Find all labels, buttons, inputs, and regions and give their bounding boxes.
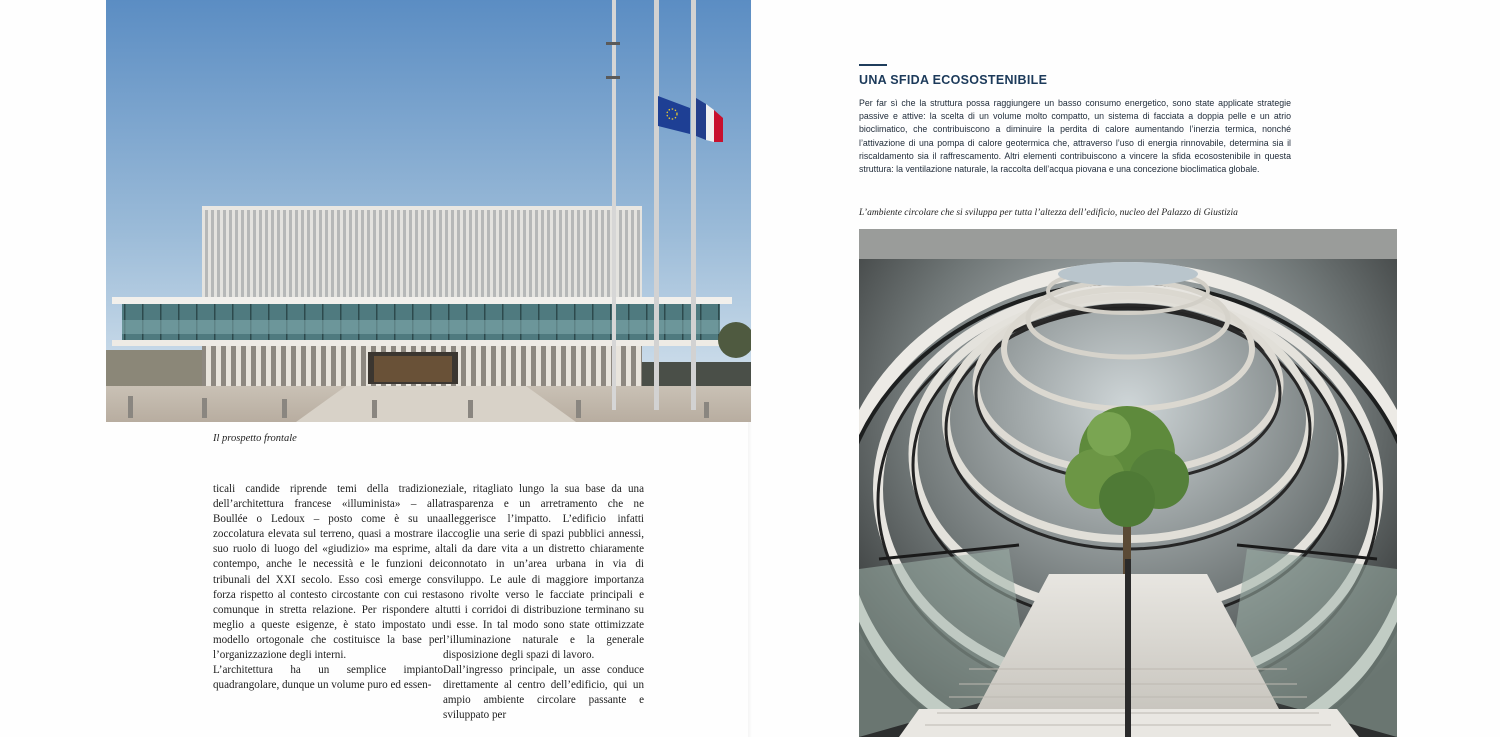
front-facade-photo bbox=[106, 0, 751, 422]
section-heading: UNA SFIDA ECOSOSTENIBILE bbox=[859, 73, 1048, 87]
body-paragraph: Dall’ingresso principale, un asse conduce direttamente al centro dell’edificio, qui un ampio ambiente circolare passante e sviluppato per bbox=[443, 664, 644, 722]
body-column-2 bbox=[443, 482, 644, 724]
sidebar-paragraph: Per far sì che la struttura possa raggiungere un basso consumo energetico, sono state applicate strategie passive e attive: la scelta di un volume molto compatto, un sistema di facciata a doppia pelle e un atrio bioclimatico, che contribuiscono a diminuire la perdita di calore aumentando l’inerzia termica, nonché l’attivazione di una pompa di calore geotermica che, attraverso l’uso di energia rinnovabile, determina sia il riscaldamento sia il raffrescamento. Altri elementi contribuiscono a vincere la sfida ecosostenibile in questa struttura: la ventilazione naturale, la raccolta dell’acqua piovana e una concezione bioclimatica globale. bbox=[859, 98, 1291, 175]
body-paragraph: ticali candide riprende temi della tradizione dell’architettura francese «illuminista» – alla Boullée o Ledoux – posto come è su una zoccolatura elevata sul terreno, quasi a mostrare il suo ruolo di luogo del «giudizio» ma esprime, al contempo, anche le necessità e le funzioni dei tribunali del XXI secolo. Esso così emerge con forza rispetto al contesto circostante con cui resta comunque in stretta relazione. Per rispondere al meglio a queste esigenze, è stato impostato un modello ortogonale che costituisce la base per l’organizzazione degli interni. bbox=[213, 483, 443, 662]
heading-rule bbox=[859, 64, 887, 66]
front-photo-caption: Il prospetto frontale bbox=[213, 433, 297, 444]
body-column-1 bbox=[213, 482, 443, 693]
body-paragraph: L’architettura ha un semplice impianto quadrangolare, dunque un volume puro ed essen- bbox=[213, 664, 443, 692]
atrium-photo-caption: L’ambiente circolare che si sviluppa per tutta l’altezza dell’edificio, nucleo del Palazzo di Giustizia bbox=[859, 208, 1238, 218]
body-paragraph: ziale, ritagliato lungo la sua base da una trasparenza e un arretramento che ne alleggerisce l’impatto. L’edificio infatti accoglie una serie di spazi pubblici annessi, tali da dare vita a un distretto chiaramente connotato in un’area urbana in via di sviluppo. Le aule di maggiore importanza sono rivolte verso le facciate principali e tutti i corridoi di distribuzione terminano su di esse. In tal modo sono state ottimizzate l’illuminazione naturale e la generale disposizione degli spazi di lavoro. bbox=[443, 483, 644, 662]
atrium-photo bbox=[859, 229, 1397, 737]
